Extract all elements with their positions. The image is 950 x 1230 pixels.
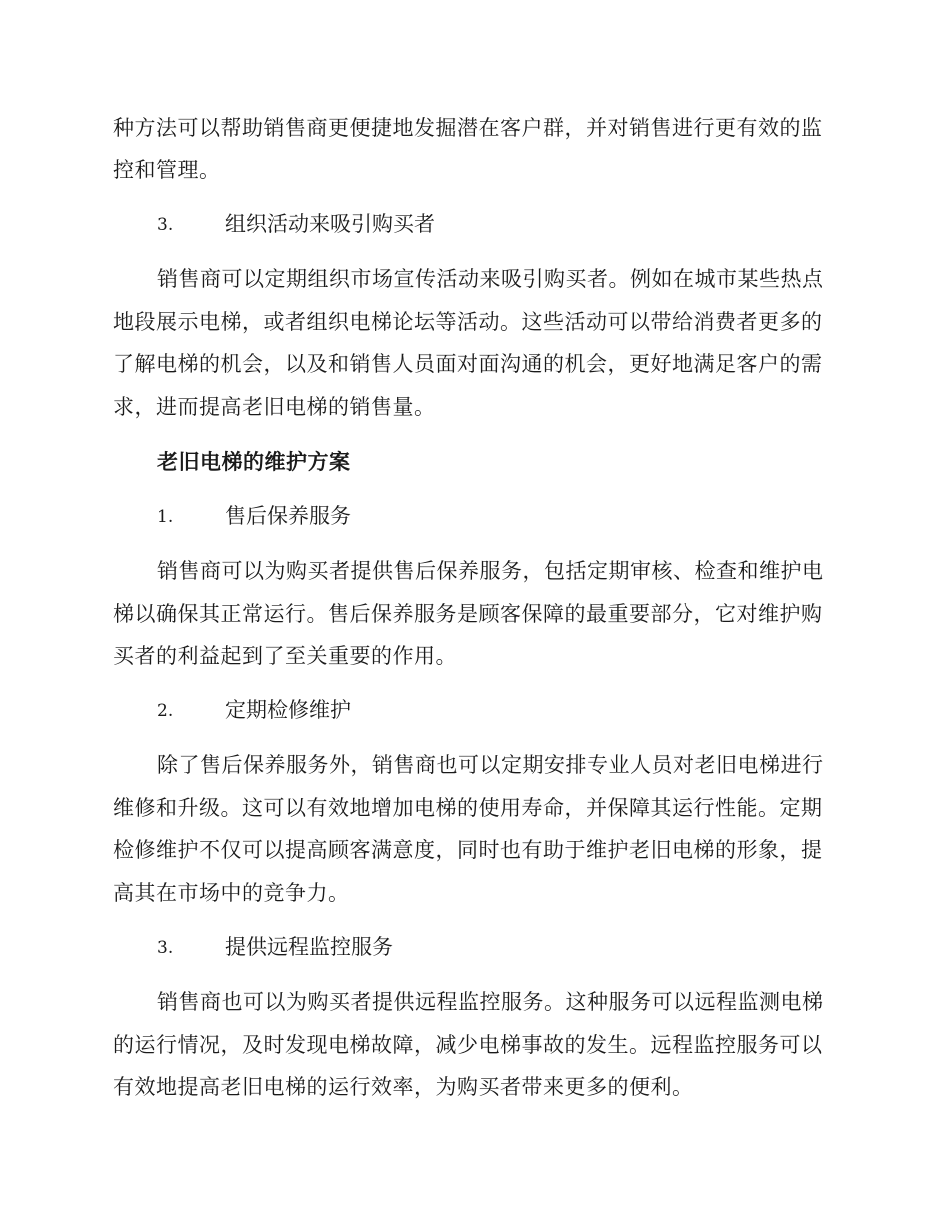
paragraph-line: 买者的利益起到了至关重要的作用。 [113,644,457,668]
paragraph-line: 的运行情况，及时发现电梯故障，减少电梯事故的发生。远程监控服务可以 [113,1033,823,1057]
list-item-number: 3. [157,938,174,958]
paragraph-line: 种方法可以帮助销售商更便捷地发掘潜在客户群，并对销售进行更有效的监 [113,116,823,140]
paragraph-line: 有效地提高老旧电梯的运行效率，为购买者带来更多的便利。 [113,1075,694,1099]
paragraph-line: 了解电梯的机会，以及和销售人员面对面沟通的机会，更好地满足客户的需 [113,352,823,376]
paragraph-line: 地段展示电梯，或者组织电梯论坛等活动。这些活动可以带给消费者更多的 [113,310,823,334]
paragraph-line: 求，进而提高老旧电梯的销售量。 [113,395,436,419]
paragraph-line: 梯以确保其正常运行。售后保养服务是顾客保障的最重要部分，它对维护购 [113,602,823,626]
list-item-title: 售后保养服务 [225,504,351,528]
paragraph-line: 维修和升级。这可以有效地增加电梯的使用寿命，并保障其运行性能。定期 [113,796,823,820]
paragraph-line: 高其在市场中的竞争力。 [113,881,350,905]
paragraph-line: 除了售后保养服务外，销售商也可以定期安排专业人员对老旧电梯进行 [157,753,824,777]
list-item-title: 定期检修维护 [225,698,351,722]
list-item-number: 2. [157,701,174,721]
paragraph-line: 控和管理。 [113,158,221,182]
paragraph-line: 销售商也可以为购买者提供远程监控服务。这种服务可以远程监测电梯 [157,990,824,1014]
paragraph-line: 销售商可以为购买者提供售后保养服务，包括定期审核、检查和维护电 [157,559,824,583]
list-item-title: 提供远程监控服务 [225,935,393,959]
paragraph-line: 销售商可以定期组织市场宣传活动来吸引购买者。例如在城市某些热点 [157,267,824,291]
paragraph-line: 检修维护不仅可以提高顾客满意度，同时也有助于维护老旧电梯的形象，提 [113,838,823,862]
list-item-title: 组织活动来吸引购买者 [225,212,435,236]
list-item-number: 3. [157,215,174,235]
list-item-number: 1. [157,507,174,527]
section-heading: 老旧电梯的维护方案 [157,449,351,474]
